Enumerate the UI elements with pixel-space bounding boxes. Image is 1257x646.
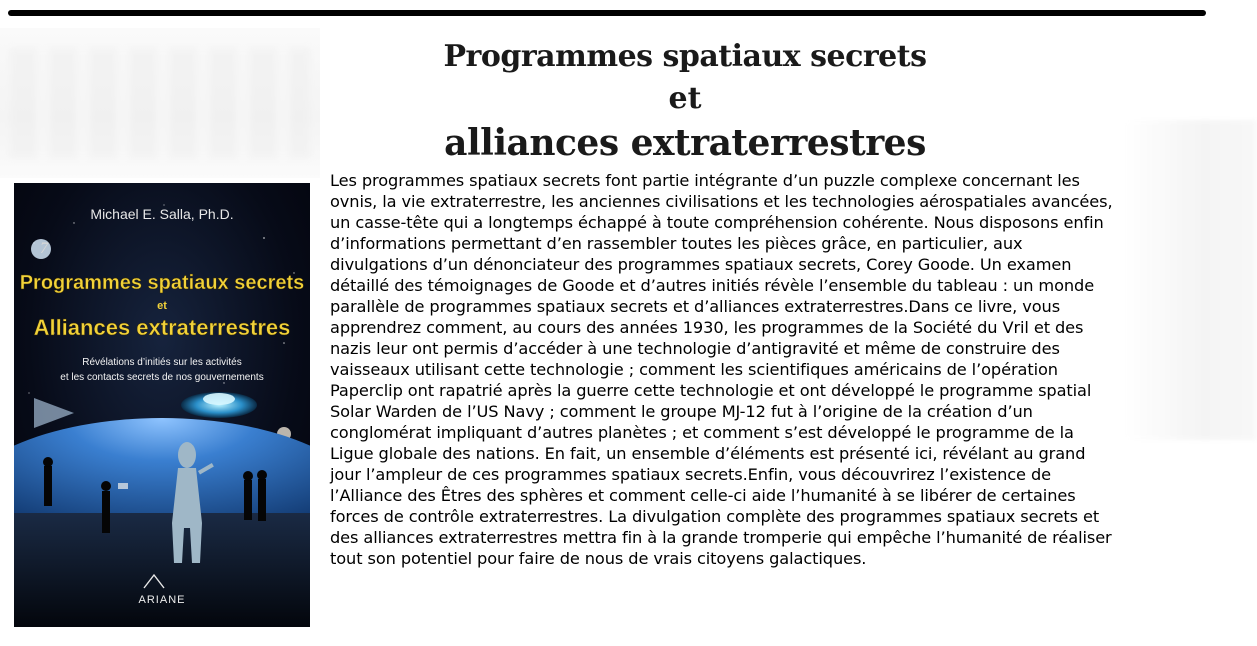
satellite-icon: [118, 483, 128, 489]
cover-subtitle-line-1: Révélations d’initiés sur les activités: [82, 357, 242, 368]
cover-title-line-1: Programmes spatiaux secrets: [19, 272, 305, 294]
background-watermark-right: [1125, 120, 1257, 440]
book-cover: [14, 183, 310, 627]
title-line-2: alliances extraterrestres: [444, 122, 926, 164]
cover-subtitle-line-2: et les contacts secrets de nos gouvernements: [60, 372, 264, 383]
cover-title-line-2: Alliances extraterrestres: [33, 315, 291, 340]
title-line-1: Programmes spatiaux secrets: [443, 39, 927, 74]
cover-title-connector: et: [157, 300, 167, 312]
cover-publisher: ARIANE: [138, 594, 186, 606]
book-description: Les programmes spatiaux secrets font partie intégrante d’un puzzle complexe concernant les ovnis, la vie extraterrestre, les anciennes civilisations et les technologies aérospatiales avancées, un casse-tête qui a longtemps échappé à toute compréhension cohérente. Nous disposons enfin d’informations permettant d’en rassembler toutes les pièces grâce, en particulier, aux divulgations d’un dénonciateur des programmes spatiaux secrets, Corey Goode. Un examen détaillé des témoignages de Goode et d’autres initiés révèle l’ensemble du tableau : un monde parallèle de programmes spatiaux secrets et d’alliances extraterrestres.Dans ce livre, vous apprendrez comment, au cours des années 1930, les programmes de la Société du Vril et des nazis leur ont permis d’accéder à une technologie d’antigravité et même de construire des vaisseaux utilisant cette technologie ; comment les scientifiques américains de l’opération Paperclip ont rapatrié après la guerre cette technologie et ont développé le programme spatial Solar Warden de l’US Navy ; comment le groupe MJ-12 fut à l’origine de la création d’un conglomérat impliquant d’autres planètes ; et comment s’est développé le programme de la Ligue globale des nations. En fait, un ensemble d’éléments est présenté ici, révélant au grand jour l’ampleur de ces programmes spatiaux secrets.Enfin, vous découvrirez l’existence de l’Alliance des Êtres des sphères et comment celle-ci aide l’humanité à se libérer de certaines forces de contrôle extraterrestres. La divulgation complète des programmes spatiaux secrets et des alliances extraterrestres mettra fin à la grande tromperie qui empêche l’humanité de réaliser tout son potentiel pour faire de nous de vrais citoyens galactiques.: [330, 171, 1113, 568]
cover-author: Michael E. Salla, Ph.D.: [90, 206, 234, 222]
top-divider: [8, 10, 1206, 16]
title-connector: et: [668, 81, 702, 116]
cover-volume-mark: 7: [40, 240, 48, 257]
page-title: [440, 36, 930, 166]
background-watermark-left: [0, 28, 320, 178]
